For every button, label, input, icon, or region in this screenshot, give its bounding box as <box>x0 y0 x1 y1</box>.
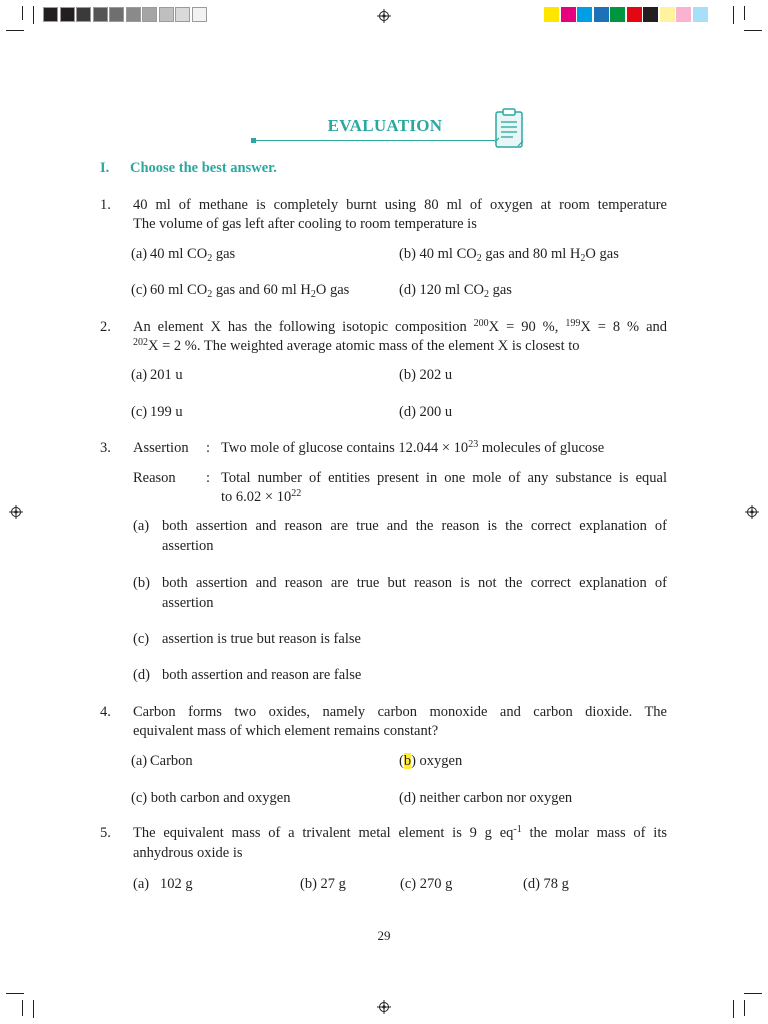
q3-option-b-label: (b) <box>133 575 150 591</box>
q4-option-b: (b) oxygen <box>399 753 463 769</box>
gray-swatch <box>126 7 141 22</box>
color-swatch <box>660 7 675 22</box>
gray-swatch <box>76 7 91 22</box>
q2-text-line1: An element X has the following isotopic composition $^{200}$X = 90 %, $^{199}$X = 8 % and <box>133 318 667 335</box>
registration-mark-top <box>377 9 391 23</box>
q1-text-line2: The volume of gas left after cooling to room temperature is <box>133 216 477 232</box>
color-swatch <box>594 7 609 22</box>
title-rule <box>255 140 495 141</box>
q3-option-c-text: assertion is true but reason is false <box>162 631 361 647</box>
q4-text-line1: Carbon forms two oxides, namely carbon monoxide and carbon dioxide. The <box>133 704 667 720</box>
q5-option-b: (b) 27 g <box>300 876 346 892</box>
q3-assertion-label: Assertion <box>133 440 189 456</box>
color-swatch <box>676 7 691 22</box>
registration-mark-bottom <box>377 1000 391 1014</box>
q4-option-c: (c) both carbon and oxygen <box>131 790 291 806</box>
clipboard-checklist-icon <box>491 106 527 150</box>
q4-option-d: (d) neither carbon nor oxygen <box>399 790 573 806</box>
q3-option-a-line2: assertion <box>162 538 214 554</box>
q5-text-line1: The equivalent mass of a trivalent metal element is 9 g $eq^{-1}$ the molar mass of its <box>133 824 667 841</box>
color-swatch <box>643 7 658 22</box>
q2-number: 2. <box>100 319 111 335</box>
q3-reason-label: Reason <box>133 470 176 486</box>
part-heading: Choose the best answer. <box>130 160 277 176</box>
q3-option-a-line1: both assertion and reason are true and the reason is the correct explanation of <box>162 518 667 534</box>
gray-swatch <box>192 7 207 22</box>
q5-text-line2: anhydrous oxide is <box>133 845 243 861</box>
color-swatch <box>577 7 592 22</box>
q4-option-a: (a) Carbon <box>131 753 193 769</box>
q1-option-a: (a) 40 ml $CO_2$ gas <box>131 246 236 264</box>
gray-swatch <box>109 7 124 22</box>
q1-text-line1: 40 ml of methane is completely burnt using 80 ml of oxygen at room temperature <box>133 197 667 213</box>
q4-text-line2: equivalent mass of which element remains constant? <box>133 723 439 739</box>
q5-option-c: (c) 270 g <box>400 876 453 892</box>
q1-number: 1. <box>100 197 111 213</box>
q3-reason-colon: : <box>206 470 211 486</box>
part-number: I. <box>100 160 110 176</box>
section-title: EVALUATION <box>327 116 443 135</box>
q3-reason-line1: Total number of entities present in one mole of any substance is equal <box>221 470 667 486</box>
color-swatch <box>544 7 559 22</box>
gray-swatch <box>93 7 108 22</box>
gray-swatch <box>175 7 190 22</box>
q5-option-a: (a) 102 g <box>133 876 193 892</box>
q3-option-a-label: (a) <box>133 518 150 534</box>
color-swatch <box>627 7 642 22</box>
color-swatch <box>610 7 625 22</box>
q3-option-b-line2: assertion <box>162 595 214 611</box>
q3-option-d-label: (d) <box>133 667 150 683</box>
q2-option-b: (b) 202 u <box>399 367 453 383</box>
q1-option-b: (b) 40 ml $CO_2$ gas and 80 ml $H_2O$ gas <box>399 246 619 264</box>
q2-option-c: (c) 199 u <box>131 404 183 420</box>
q5-number: 5. <box>100 825 111 841</box>
title-rule-dot <box>251 138 256 143</box>
q3-assertion-colon: : <box>206 440 211 456</box>
gray-swatch <box>43 7 58 22</box>
q3-option-c-label: (c) <box>133 631 150 647</box>
q2-option-d: (d) 200 u <box>399 404 453 420</box>
q3-option-d-text: both assertion and reason are false <box>162 667 362 683</box>
highlight-mark: b <box>403 753 412 769</box>
q3-number: 3. <box>100 440 111 456</box>
color-swatch <box>561 7 576 22</box>
q3-reason-line2: to $6.02 \times 10^{22}$ <box>221 488 302 505</box>
gray-swatch <box>159 7 174 22</box>
q1-option-d: (d) 120 ml $CO_2$ gas <box>399 282 512 300</box>
page-number: 29 <box>377 928 391 943</box>
registration-mark-left <box>9 505 23 519</box>
gray-swatch <box>142 7 157 22</box>
q2-text-line2: $^{202}$X = 2 %. The weighted average atomic mass of the element X is closest to <box>133 337 580 354</box>
q1-option-c: (c) 60 ml $CO_2$ gas and 60 ml $H_2O$ gas <box>131 282 350 300</box>
q4-number: 4. <box>100 704 111 720</box>
registration-mark-right <box>745 505 759 519</box>
color-swatch <box>693 7 708 22</box>
q5-option-d: (d) 78 g <box>523 876 569 892</box>
gray-swatch <box>60 7 75 22</box>
q3-option-b-line1: both assertion and reason are true but reason is not the correct explanation of <box>162 575 667 591</box>
q2-option-a: (a) 201 u <box>131 367 183 383</box>
q3-assertion-text: Two mole of glucose contains $12.044 \times 10^{23}$ molecules of glucose <box>221 439 605 456</box>
